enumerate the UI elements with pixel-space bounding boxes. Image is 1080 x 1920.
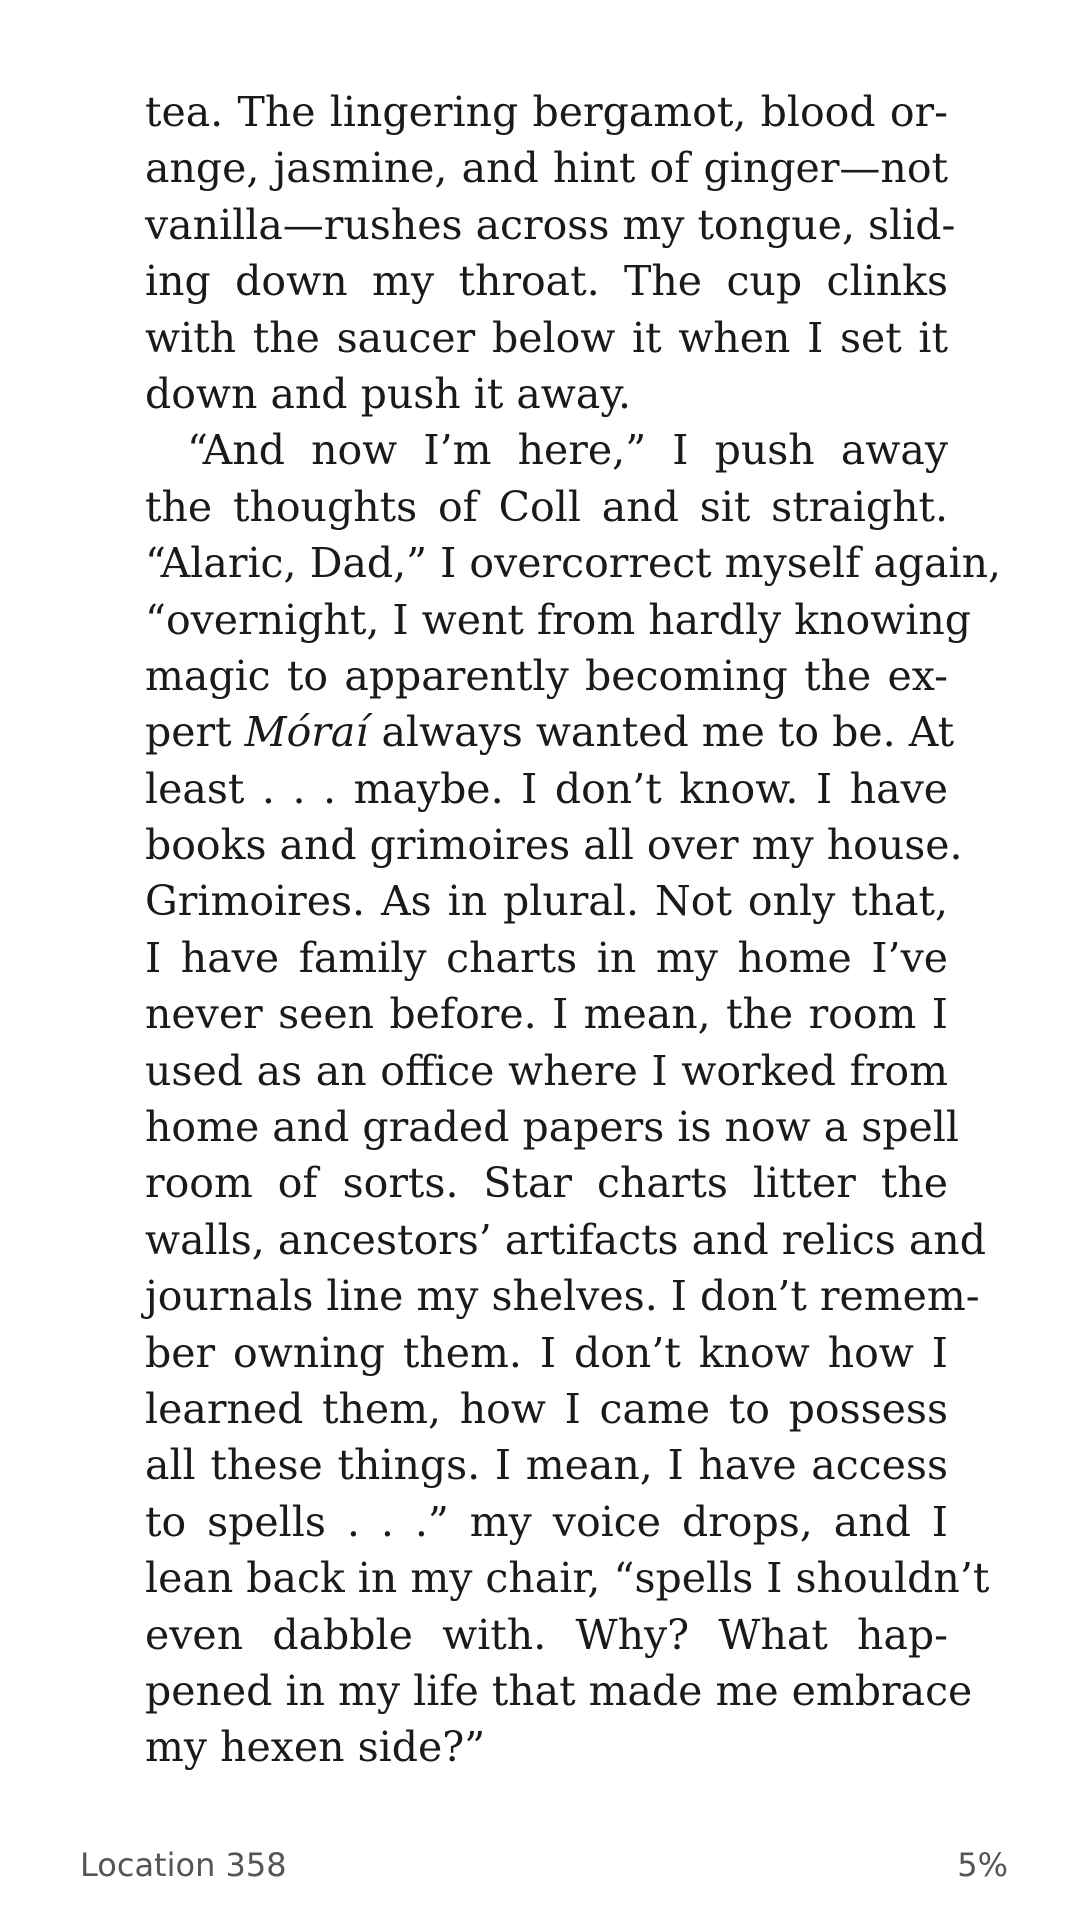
book-text [145, 84, 1002, 1776]
paragraph [145, 84, 956, 422]
text-line: ing down my throat. The cup clinks [145, 257, 948, 306]
text-line: home and graded papers is now a spell [145, 1103, 959, 1152]
text-line: ber owning them. I don’t know how I [145, 1328, 948, 1377]
text-line: all these things. I mean, I have access [145, 1441, 948, 1490]
text-line: pert Móraí always wanted me to be. At [145, 708, 955, 757]
text-line: Grimoires. As in plural. Not only that, [145, 877, 948, 926]
text-line: magic to apparently becoming the ex- [145, 651, 948, 700]
text-line: vanilla—rushes across my tongue, slid- [145, 200, 956, 249]
text-line: ange, jasmine, and hint of ginger—not [145, 144, 948, 193]
text-line: room of sorts. Star charts litter the [145, 1159, 948, 1208]
text-line: pened in my life that made me embrace [145, 1666, 973, 1715]
text-line: down and push it away. [145, 369, 632, 418]
text-line: least . . . maybe. I don’t know. I have [145, 764, 948, 813]
text-line: lean back in my chair, “spells I shouldn’t [145, 1554, 990, 1603]
reading-footer [80, 1846, 1008, 1896]
text-line: never seen before. I mean, the room I [145, 990, 948, 1039]
paragraph [145, 422, 1002, 1775]
text-line: “Alaric, Dad,” I overcorrect myself again, [145, 539, 1002, 588]
text-line: used as an office where I worked from [145, 1046, 948, 1095]
location-indicator: Location 358 [80, 1846, 287, 1884]
text-line: tea. The lingering bergamot, blood or- [145, 88, 948, 136]
text-line: learned them, how I came to possess [145, 1384, 948, 1433]
text-line: “overnight, I went from hardly knowing [145, 595, 972, 644]
text-line: with the saucer below it when I set it [145, 313, 948, 362]
text-line: “And now I’m here,” I push away [187, 426, 948, 475]
text-line: even dabble with. Why? What hap- [145, 1610, 948, 1659]
progress-percent: 5% [957, 1846, 1008, 1884]
text-line: walls, ancestors’ artifacts and relics and [145, 1215, 986, 1264]
text-line: I have family charts in my home I’ve [145, 933, 948, 982]
text-line: books and grimoires all over my house. [145, 821, 963, 870]
text-line: to spells . . .” my voice drops, and I [145, 1497, 948, 1546]
text-line: my hexen side?” [145, 1723, 486, 1772]
text-line: the thoughts of Coll and sit straight. [145, 482, 948, 531]
text-line: journals line my shelves. I don’t remem- [145, 1272, 980, 1321]
